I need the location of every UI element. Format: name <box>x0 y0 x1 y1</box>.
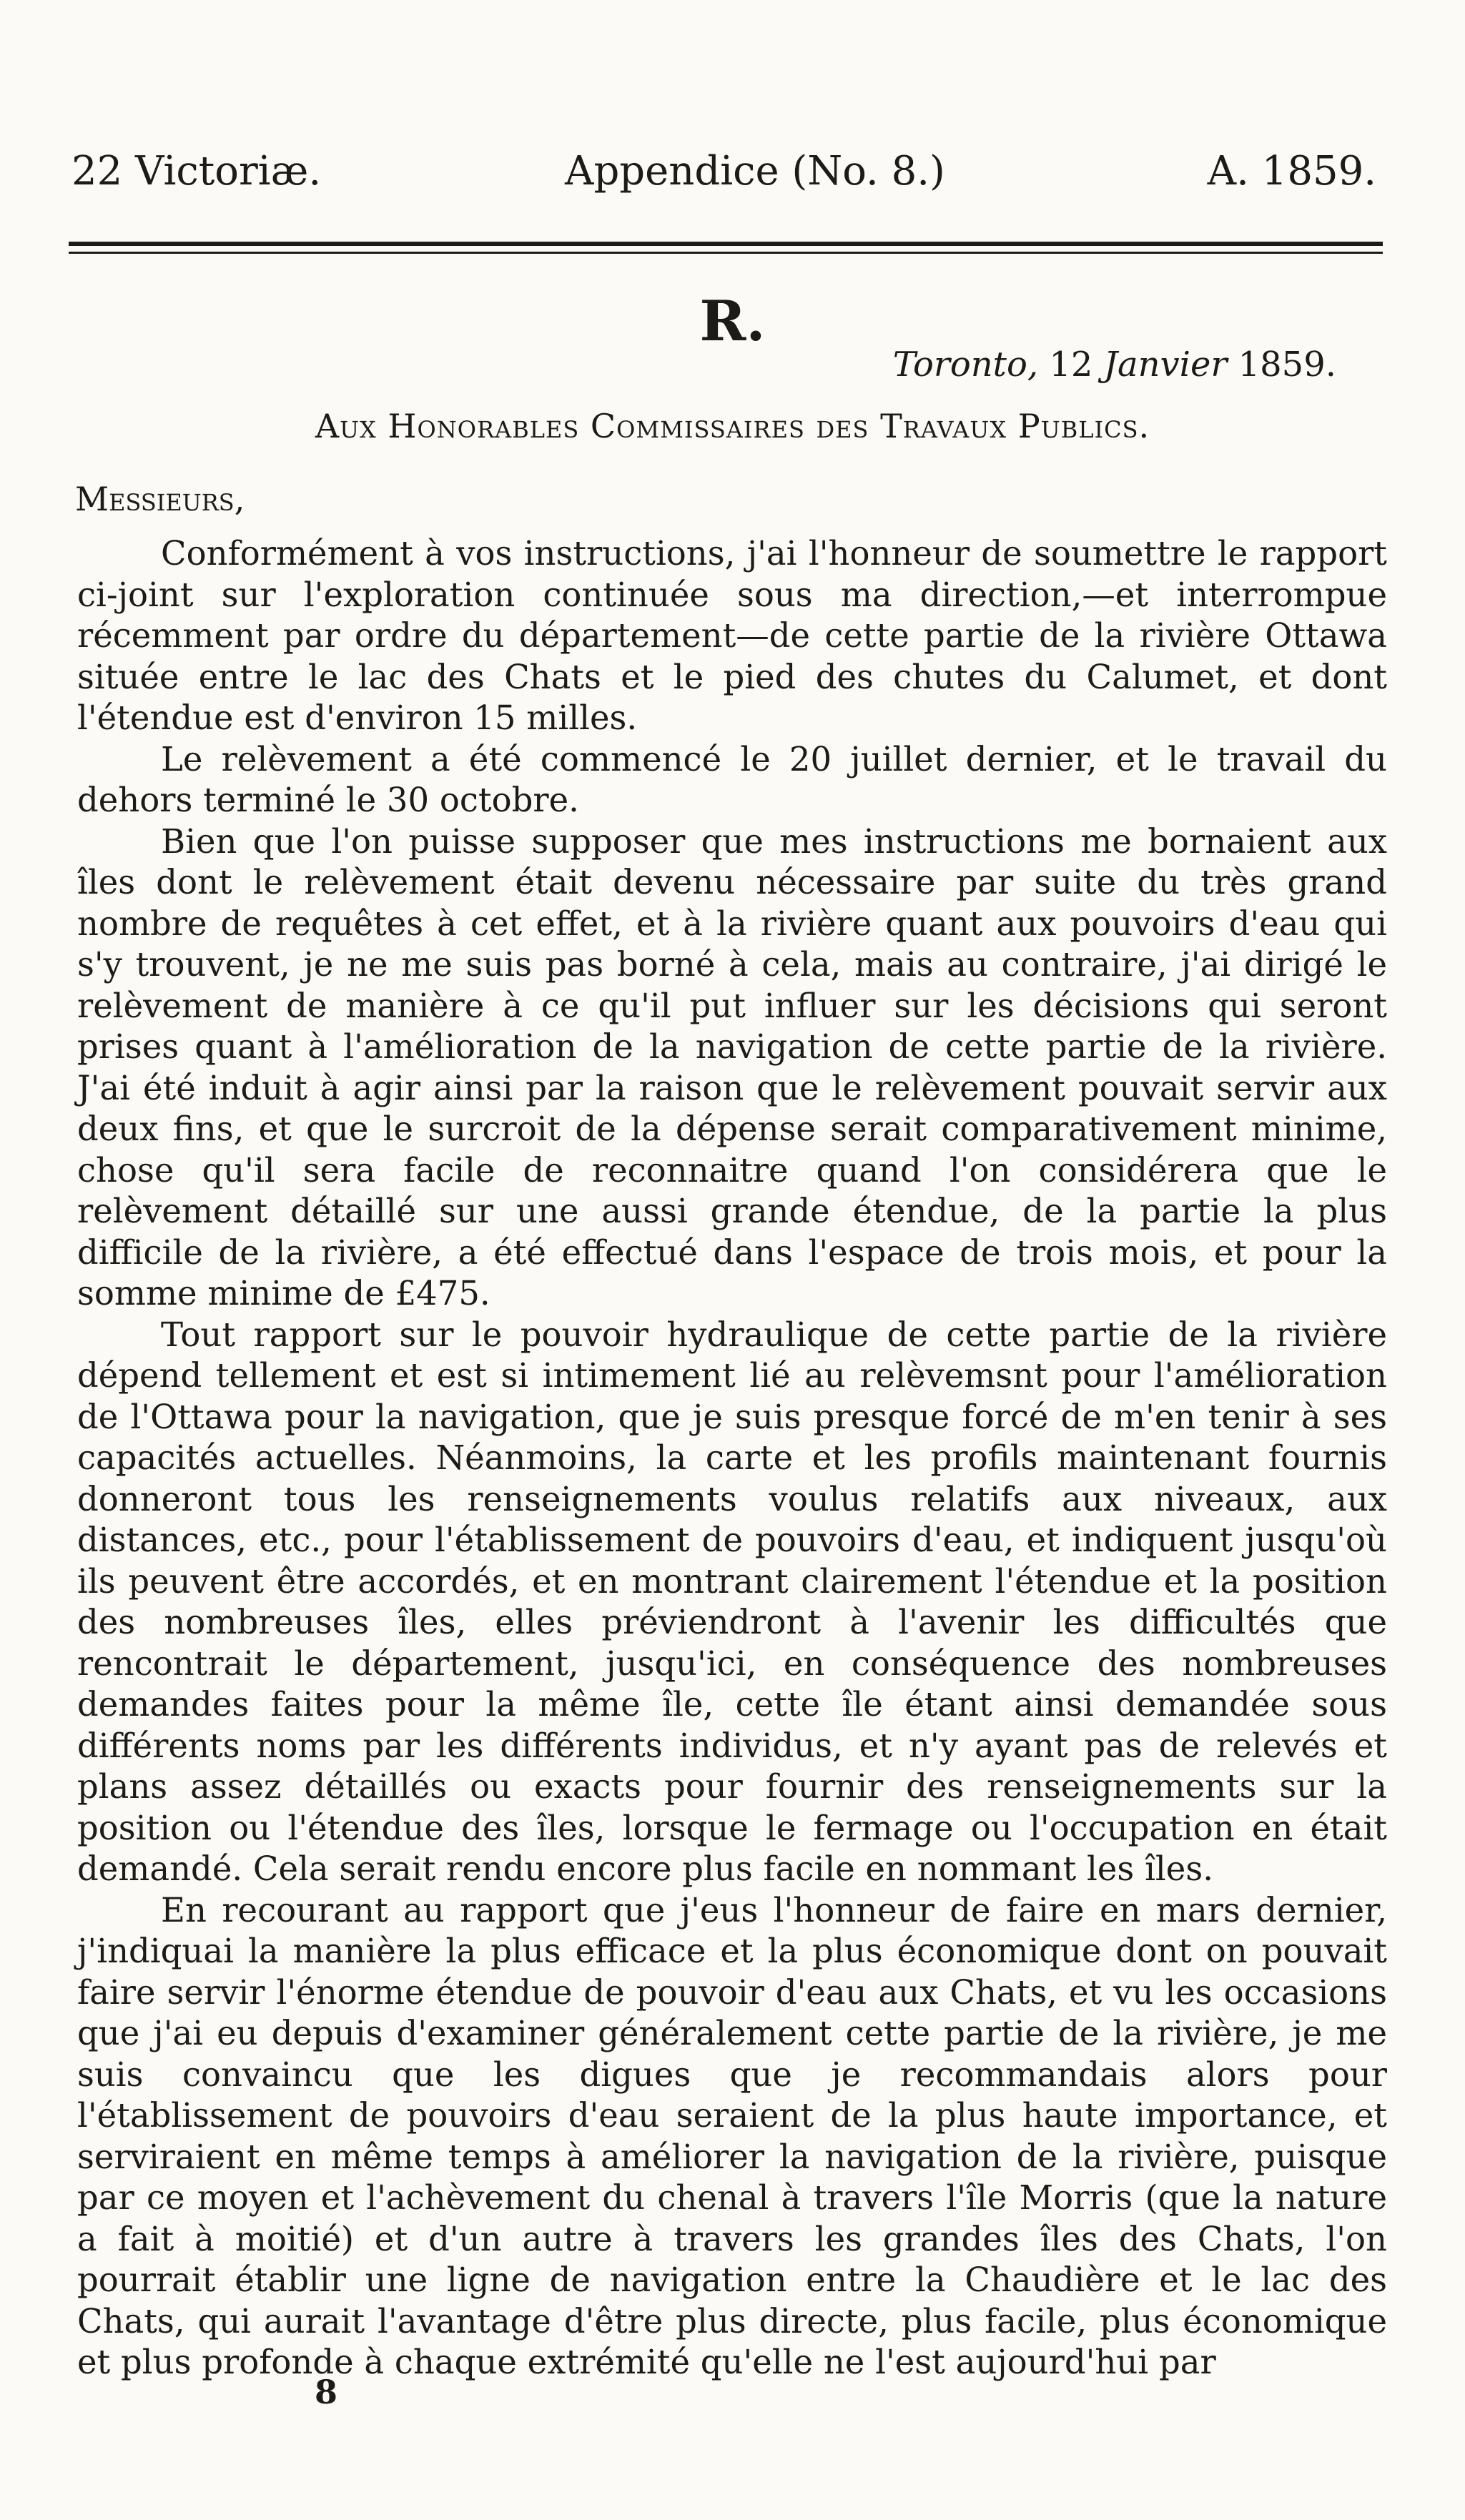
header-year: A. 1859. <box>1207 148 1376 194</box>
dateline-day: 12 <box>1049 345 1093 385</box>
header-regnal-year: 22 Victoriæ. <box>71 148 322 194</box>
letter-address: Aux Honorables Commissaires des Travaux Publics. <box>315 407 1150 445</box>
salutation: Messieurs, <box>75 480 245 518</box>
dateline-year: 1859. <box>1238 345 1336 385</box>
paragraph: Conformément à vos instructions, j'ai l'honneur de soumettre le rapport ci-joint sur l'exploration continuée sous ma direction,—et interrompue récemment par ordre du département—de cette partie de la rivière Ottawa située entre le lac des Chats et le pied des chutes du Calumet, et dont l'étendue est d'environ 15 milles. <box>77 534 1387 737</box>
header-rule-thick <box>69 242 1383 246</box>
running-header <box>71 147 1376 197</box>
paragraph: Tout rapport sur le pouvoir hydraulique de cette partie de la rivière dépend tellement et est si intimement lié au relèvemsnt pour l'amélioration de l'Ottawa pour la navigation, que je suis presque forcé de m'en tenir à ses capacités actuelles. Néanmoins, la carte et les profils maintenant fournis donneront tous les renseignements voulus relatifs aux niveaux, aux distances, etc., pour l'établissement de pouvoirs d'eau, et indiquent jusqu'où ils peuvent être accordés, et en montrant clairement l'étendue et la position des nombreuses îles, elles préviendront à l'avenir les difficultés que rencontrait le département, jusqu'ici, en conséquence des nombreuses demandes faites pour la même île, cette île étant ainsi demandée sous différents noms par les différents individus, et n'y ayant pas de relevés et plans assez détaillés ou exacts pour fournir des renseignements sur la position ou l'étendue des îles, lorsque le fermage ou l'occupation en était demandé. Cela serait rendu encore plus facile en nommant les îles. <box>77 1315 1387 1888</box>
dateline <box>893 343 1336 386</box>
page-folio: 8 <box>315 2373 338 2411</box>
header-rule-thin <box>69 252 1383 254</box>
section-letter: R. <box>699 289 766 354</box>
letter-body <box>77 533 1387 2383</box>
paragraph: Le relèvement a été commencé le 20 juillet dernier, et le travail du dehors terminé le 30 octobre. <box>77 739 1387 819</box>
paragraph: Bien que l'on puisse supposer que mes instructions me bornaient aux îles dont le relèvement était devenu nécessaire par suite du très grand nombre de requêtes à cet effet, et à la rivière quant aux pouvoirs d'eau qui s'y trouvent, je ne me suis pas borné à cela, mais au contraire, j'ai dirigé le relèvement de manière à ce qu'il put influer sur les décisions qui seront prises quant à l'amélioration de la navigation de cette partie de la rivière. J'ai été induit à agir ainsi par la raison que le relèvement pouvait servir aux deux fins, et que le surcroit de la dépense serait comparativement minime, chose qu'il sera facile de reconnaitre quand l'on considérera que le relèvement détaillé sur une aussi grande étendue, de la partie la plus difficile de la rivière, a été effectué dans l'espace de trois mois, et pour la somme minime de £475. <box>77 821 1387 1313</box>
header-appendix-number: Appendice (No. 8.) <box>565 148 945 194</box>
dateline-place: Toronto, <box>892 345 1039 385</box>
dateline-month: Janvier <box>1103 345 1228 385</box>
paragraph: En recourant au rapport que j'eus l'honneur de faire en mars dernier, j'indiquai la manière la plus efficace et la plus économique dont on pouvait faire servir l'énorme étendue de pouvoir d'eau aux Chats, et vu les occasions que j'ai eu depuis d'examiner généralement cette partie de la rivière, je me suis convaincu que les digues que je recommandais alors pour l'établissement de pouvoirs d'eau seraient de la plus haute importance, et serviraient en même temps à améliorer la navigation de la rivière, puisque par ce moyen et l'achèvement du chenal à travers l'île Morris (que la nature a fait à moitié) et d'un autre à travers les grandes îles des Chats, l'on pourrait établir une ligne de navigation entre la Chaudière et le lac des Chats, qui aurait l'avantage d'être plus directe, plus facile, plus économique et plus profonde à chaque extrémité qu'elle ne l'est aujourd'hui par <box>77 1890 1387 2381</box>
